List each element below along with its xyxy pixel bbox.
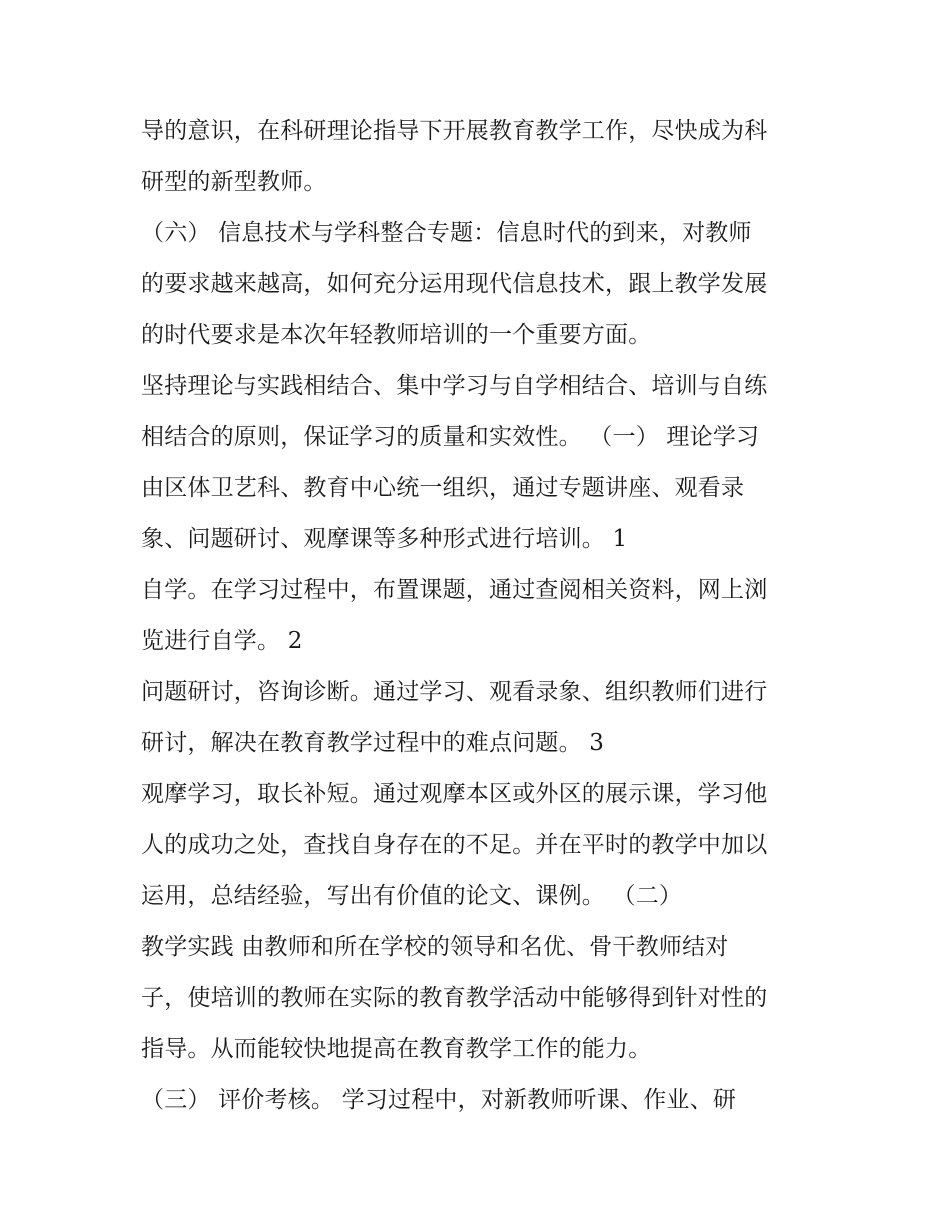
text-line: 的要求越来越高，如何充分运用现代信息技术，跟上教学发展 (141, 271, 768, 297)
text-line: 坚持理论与实践相结合、集中学习与自学相结合、培训与自练 (141, 373, 768, 399)
text-line: 运用，总结经验，写出有价值的论文、课例。 （二） (141, 883, 683, 909)
text-line: 象、问题研讨、观摩课等多种形式进行培训。 1 (141, 526, 628, 552)
text-line: （六） 信息技术与学科整合专题：信息时代的到来，对教师 (141, 220, 752, 246)
text-line: 研型的新型教师。 (141, 169, 327, 195)
text-line: 指导。从而能较快地提高在教育教学工作的能力。 (141, 1036, 652, 1062)
text-line: 人的成功之处，查找自身存在的不足。并在平时的教学中加以 (141, 832, 768, 858)
text-line: 览进行自学。 2 (141, 628, 303, 654)
text-line: 研讨，解决在教育教学过程中的难点问题。 3 (141, 730, 605, 756)
document-body (141, 106, 821, 1126)
text-line: 教学实践 由教师和所在学校的领导和名优、骨干教师结对 (141, 934, 729, 960)
text-line: 子，使培训的教师在实际的教育教学活动中能够得到针对性的 (141, 985, 768, 1011)
text-line: 导的意识，在科研理论指导下开展教育教学工作，尽快成为科 (141, 118, 768, 144)
text-line: 相结合的原则，保证学习的质量和实效性。 （一） 理论学习 (141, 424, 760, 450)
text-line: 由区体卫艺科、教育中心统一组织，通过专题讲座、观看录 (141, 475, 745, 501)
text-line: 自学。在学习过程中，布置课题，通过查阅相关资料，网上浏 (141, 577, 768, 603)
text-line: （三） 评价考核。 学习过程中，对新教师听课、作业、研 (141, 1087, 737, 1113)
text-line: 观摩学习，取长补短。通过观摩本区或外区的展示课，学习他 (141, 781, 768, 807)
text-line: 问题研讨，咨询诊断。通过学习、观看录象、组织教师们进行 (141, 679, 768, 705)
text-line: 的时代要求是本次年轻教师培训的一个重要方面。 (141, 322, 652, 348)
